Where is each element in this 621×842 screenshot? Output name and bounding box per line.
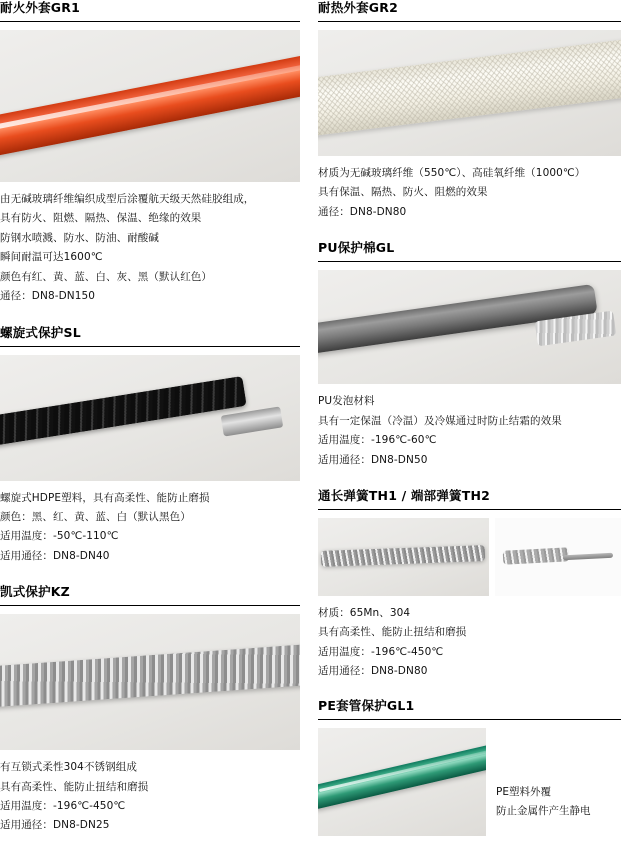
right-column bbox=[318, 0, 621, 836]
desc-line: 瞬间耐温可达1600℃ bbox=[0, 251, 103, 264]
section-gl bbox=[318, 240, 621, 470]
title-rule-gr1 bbox=[0, 21, 300, 22]
title-rule-gl bbox=[318, 261, 621, 262]
description-gr1 bbox=[0, 190, 300, 307]
desc-line: 螺旋式HDPE塑料，具有高柔性、能防止磨损 bbox=[0, 491, 210, 504]
desc-line: 适用通径：DN8-DN40 bbox=[0, 549, 110, 562]
desc-line: PE塑料外覆 bbox=[496, 785, 551, 798]
desc-line: 颜色：黑、红、黄、蓝、白（默认黑色） bbox=[0, 510, 191, 523]
green-pe-sleeve-photo bbox=[318, 728, 486, 836]
desc-line: 具有一定保温（冷温）及冷媒通过时防止结霜的效果 bbox=[318, 414, 562, 427]
spiral-hose-shape bbox=[0, 376, 247, 446]
desc-line: 适用温度：-196℃-60℃ bbox=[318, 434, 437, 447]
title-rule-kz bbox=[0, 605, 300, 606]
desc-line: 材质：65Mn、304 bbox=[318, 606, 411, 619]
desc-line: 防钢水喷溅、防水、防油、耐酸碱 bbox=[0, 231, 159, 244]
orange-fire-resistant-sleeve-photo bbox=[0, 30, 300, 182]
desc-line: 适用通径：DN8-DN25 bbox=[0, 819, 110, 832]
desc-line: 防止金属件产生静电 bbox=[496, 805, 591, 818]
title-rule-th bbox=[318, 509, 621, 510]
desc-line: PU发泡材料 bbox=[318, 395, 375, 408]
end-spring-shape bbox=[502, 547, 568, 564]
desc-line: 颜色有红、黄、蓝、白、灰、黑（默认红色） bbox=[0, 270, 212, 283]
section-gr1 bbox=[0, 0, 300, 307]
desc-line: 具有防火、阻燃、隔热、保温、绝缘的效果 bbox=[0, 212, 202, 225]
section-title-gr2: 耐热外套GR2 bbox=[318, 0, 398, 15]
desc-line: 由无碱玻璃纤维编织成型后涂覆航天级天然硅胶组成， bbox=[0, 193, 255, 205]
description-sl bbox=[0, 489, 300, 567]
desc-line: 适用通径：DN8-DN50 bbox=[318, 453, 428, 466]
left-column bbox=[0, 0, 300, 836]
desc-line: 适用温度：-196℃-450℃ bbox=[318, 645, 444, 658]
description-th bbox=[318, 604, 621, 682]
white-fiberglass-heat-sleeve-photo bbox=[318, 30, 621, 156]
desc-line: 具有高柔性、能防止扭结和磨损 bbox=[318, 626, 467, 639]
description-gr2 bbox=[318, 164, 621, 222]
pe-hose-shape bbox=[318, 742, 486, 810]
desc-line: 适用通径：DN8-DN80 bbox=[318, 665, 428, 678]
orange-hose-shape bbox=[0, 51, 300, 157]
desc-line: 有互锁式柔性304不锈钢组成 bbox=[0, 761, 137, 774]
description-gl1 bbox=[496, 783, 591, 836]
section-sl bbox=[0, 325, 300, 567]
description-kz bbox=[0, 758, 300, 836]
spring-photo-row bbox=[318, 518, 621, 596]
section-title-sl: 螺旋式保护SL bbox=[0, 324, 81, 340]
full-length-spring-photo bbox=[318, 518, 489, 596]
desc-line: 适用温度：-50℃-110℃ bbox=[0, 530, 119, 543]
desc-line: 具有保温、隔热、防火、阻燃的效果 bbox=[318, 186, 488, 199]
desc-line: 通径：DN8-DN80 bbox=[318, 205, 407, 218]
long-spring-shape bbox=[321, 545, 486, 566]
interlock-conduit-shape bbox=[0, 643, 300, 708]
section-title-gr1: 耐火外套GR1 bbox=[0, 0, 80, 15]
desc-line: 适用温度：-196℃-450℃ bbox=[0, 800, 126, 813]
black-spiral-hdpe-guard-photo bbox=[0, 355, 300, 481]
title-rule-sl bbox=[0, 346, 300, 347]
section-gl1 bbox=[318, 698, 621, 836]
pu-foam-protection-photo bbox=[318, 270, 621, 384]
fiberglass-sleeve-shape bbox=[318, 37, 621, 137]
section-title-gl: PU保护棉GL bbox=[318, 240, 395, 256]
title-rule-gl1 bbox=[318, 719, 621, 720]
stainless-interlock-conduit-photo bbox=[0, 614, 300, 750]
gl1-content-row bbox=[318, 728, 621, 836]
end-spring-photo bbox=[495, 518, 621, 596]
title-rule-gr2 bbox=[318, 21, 621, 22]
desc-line: 通径：DN8-DN150 bbox=[0, 290, 96, 303]
desc-line: 具有高柔性、能防止扭结和磨损 bbox=[0, 780, 149, 793]
section-title-kz: 凯式保护KZ bbox=[0, 584, 70, 600]
spring-rod-shape bbox=[563, 553, 614, 561]
description-gl bbox=[318, 392, 621, 470]
section-gr2 bbox=[318, 0, 621, 222]
section-title-gl1: PE套管保护GL1 bbox=[318, 697, 415, 713]
section-th bbox=[318, 488, 621, 682]
section-title-th: 通长弹簧TH1 / 端部弹簧TH2 bbox=[318, 487, 491, 503]
metal-ferrule-shape bbox=[221, 407, 284, 438]
section-kz bbox=[0, 584, 300, 836]
desc-line: 材质为无碱玻璃纤维（550℃）、高硅氧纤维（1000℃） bbox=[318, 167, 586, 179]
